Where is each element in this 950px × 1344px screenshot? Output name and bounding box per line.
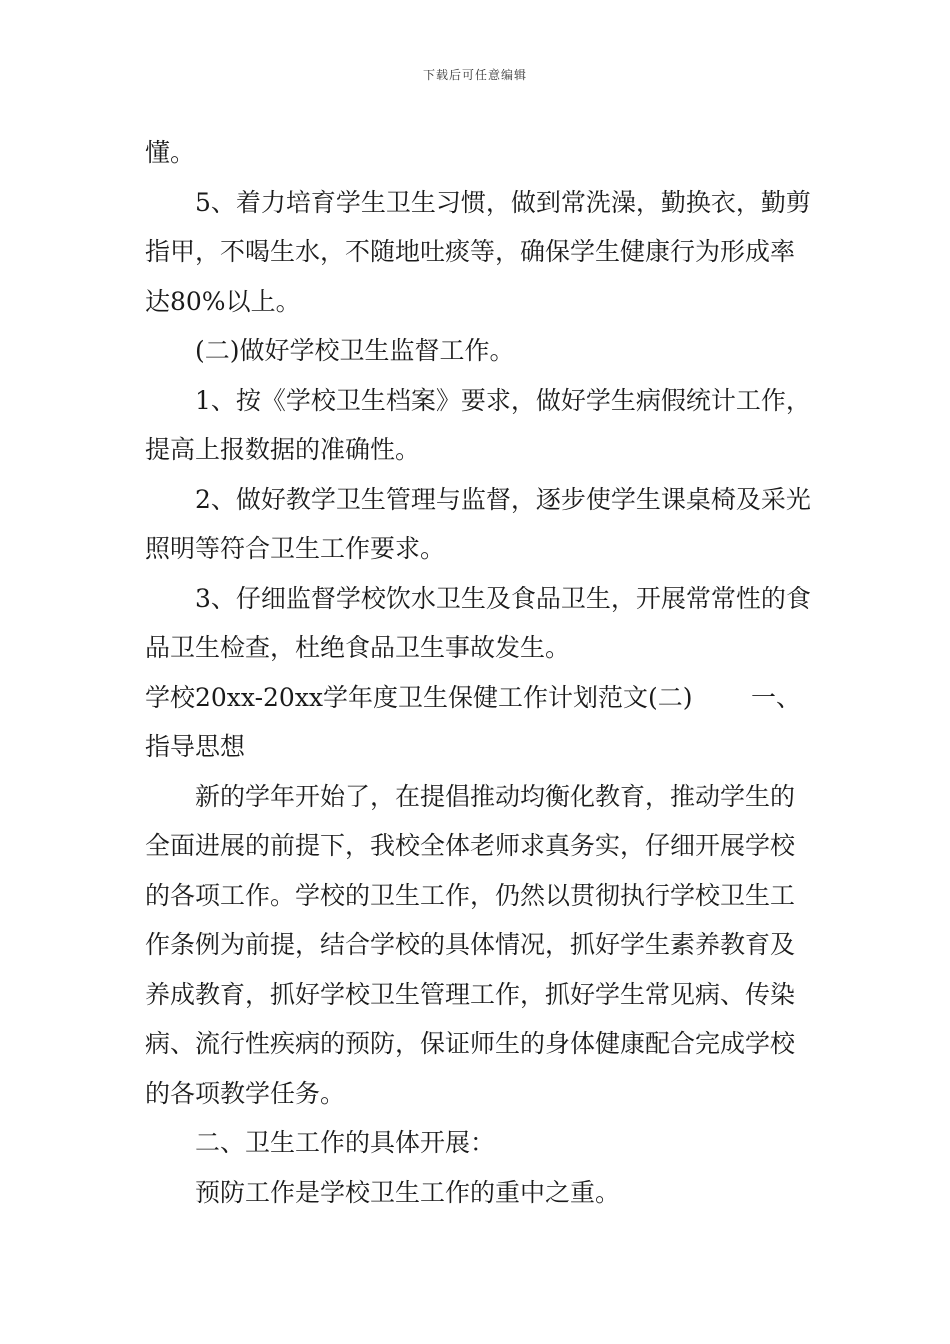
paragraph-item-1: 1、按《学校卫生档案》要求，做好学生病假统计工作，提高上报数据的准确性。 [145, 385, 811, 464]
section-title [145, 673, 801, 723]
paragraph-item-5: 5、着力培育学生卫生习惯，做到常洗澡，勤换衣，勤剪指甲，不喝生水，不随地吐痰等，确保学生健康行为形成率达80%以上。 [145, 187, 811, 316]
paragraph-continuation: 懂。 [145, 138, 196, 167]
paragraph-prevention: 预防工作是学校卫生工作的重中之重。 [195, 1177, 621, 1207]
section-title-text: 学校20xx-20xx学年度卫生保健工作计划范文(二) [145, 682, 693, 712]
section-subtitle: 指导思想 [145, 732, 246, 761]
paragraph-item-2: 2、做好教学卫生管理与监督，逐步使学生课桌椅及采光照明等符合卫生工作要求。 [145, 484, 811, 563]
section-number: 一、 [750, 682, 801, 712]
section-heading-2: 二、卫生工作的具体开展： [195, 1128, 496, 1157]
subsection-heading-2: (二)做好学校卫生监督工作。 [195, 336, 515, 365]
paragraph-item-3: 3、仔细监督学校饮水卫生及食品卫生，开展常常性的食品卫生检查，杜绝食品卫生事故发生。 [145, 583, 811, 662]
page-header-note: 下载后可任意编辑 [422, 68, 527, 82]
document-body [145, 128, 815, 1217]
paragraph-guiding-thought: 新的学年开始了，在提倡推动均衡化教育，推动学生的全面进展的前提下，我校全体老师求真务实，仔细开展学校的各项工作。学校的卫生工作，仍然以贯彻执行学校卫生工作条例为前提，结合学校的具体情况，抓好学生素养教育及养成教育，抓好学校卫生管理工作，抓好学生常见病、传染病、流行性疾病的预防，保证师生的身体健康配合完成学校的各项教学任务。 [145, 781, 796, 1108]
